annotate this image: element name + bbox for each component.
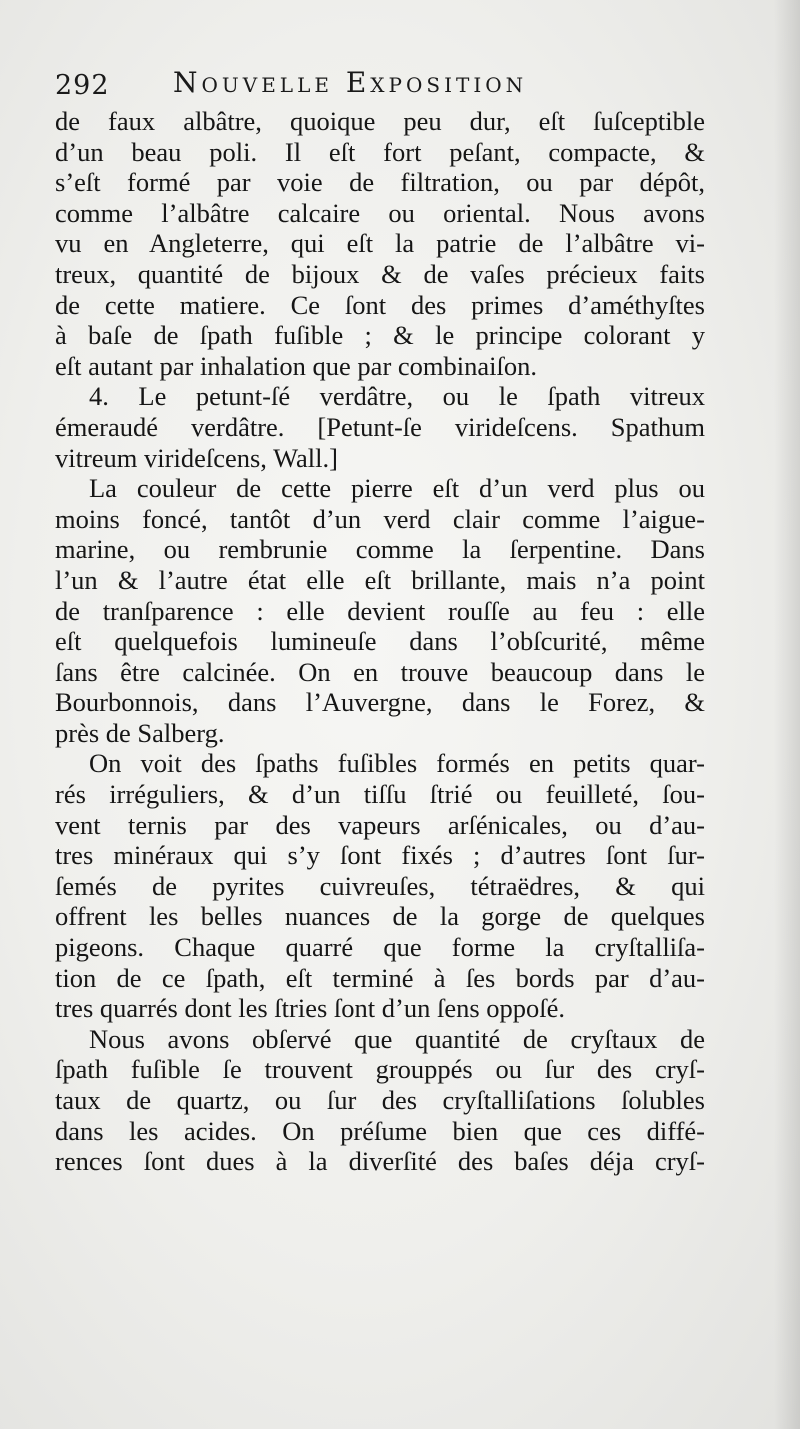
text-line: marine, ou rembrunie comme la ſerpentine. Dans (55, 534, 705, 565)
text-line: ſpath fuſible ſe trouvent grouppés ou ſur des cryſ- (55, 1054, 705, 1085)
text-line: treux, quantité de bijoux & de vaſes précieux faits (55, 258, 705, 289)
text-line: émeraudé verdâtre. [Petunt-ſe virideſcens. Spathum (55, 411, 705, 442)
text-line: ſemés de pyrites cuivreuſes, tétraëdres, & qui (55, 870, 705, 901)
text-line: 4. Le petunt-ſé verdâtre, ou le ſpath vitreux (89, 381, 705, 412)
text-line: taux de quartz, ou ſur des cryſtalliſations ſolubles (55, 1085, 705, 1115)
running-head (55, 66, 705, 106)
running-title: Nouvelle Exposition (173, 66, 528, 99)
text-line: rences ſont dues à la diverſité des baſes déja cryſ- (55, 1146, 705, 1177)
text-line: ſans être calcinée. On en trouve beaucoup dans le (55, 656, 705, 687)
text-line: l’un & l’autre état elle eſt brillante, mais n’a point (55, 564, 705, 595)
text-line: eſt autant par inhalation que par combinaiſon. (55, 350, 537, 381)
text-line: s’eſt formé par voie de filtration, ou par dépôt, (55, 167, 705, 198)
text-line: On voit des ſpaths fuſibles formés en petits quar- (89, 748, 705, 779)
page-number: 292 (55, 70, 110, 101)
text-line: d’un beau poli. Il eſt fort peſant, compacte, & (55, 136, 705, 167)
text-line: comme l’albâtre calcaire ou oriental. Nous avons (55, 197, 705, 228)
text-line: de tranſparence : elle devient rouſſe au feu : elle (55, 595, 705, 626)
text-line: rés irréguliers, & d’un tiſſu ſtrié ou feuilleté, ſou- (55, 779, 705, 810)
page-edge-shadow (774, 0, 800, 1429)
body-text (55, 106, 705, 1177)
text-line: moins foncé, tantôt d’un verd clair comme l’aigue- (55, 503, 705, 534)
text-line: près de Salberg. (55, 717, 225, 748)
text-line: tion de ce ſpath, eſt terminé à ſes bords par d’au- (55, 962, 705, 993)
text-line: La couleur de cette pierre eſt d’un verd plus ou (89, 473, 705, 504)
text-line: pigeons. Chaque quarré que forme la cryſtalliſa- (55, 932, 705, 963)
text-line: tres minéraux qui s’y ſont fixés ; d’autres ſont ſur- (55, 840, 705, 871)
text-line: à baſe de ſpath fuſible ; & le principe colorant y (55, 320, 705, 351)
text-line: offrent les belles nuances de la gorge de quelques (55, 901, 705, 932)
text-line: Bourbonnois, dans l’Auvergne, dans le Forez, & (55, 687, 705, 718)
text-line: vitreum virideſcens, Wall.] (55, 442, 338, 473)
text-line: de cette matiere. Ce ſont des primes d’améthyſtes (55, 289, 705, 320)
text-line: dans les acides. On préſume bien que ces diffé- (55, 1115, 705, 1146)
text-line: de faux albâtre, quoique peu dur, eſt ſuſceptible (55, 106, 705, 136)
text-line: eſt quelquefois lumineuſe dans l’obſcurité, même (55, 626, 705, 657)
text-line: vent ternis par des vapeurs arſénicales, ou d’au- (55, 809, 705, 840)
text-line: vu en Angleterre, qui eſt la patrie de l’albâtre vi- (55, 228, 705, 259)
text-line: Nous avons obſervé que quantité de cryſtaux de (89, 1023, 705, 1054)
text-line: tres quarrés dont les ſtries ſont d’un ſens oppoſé. (55, 993, 566, 1024)
